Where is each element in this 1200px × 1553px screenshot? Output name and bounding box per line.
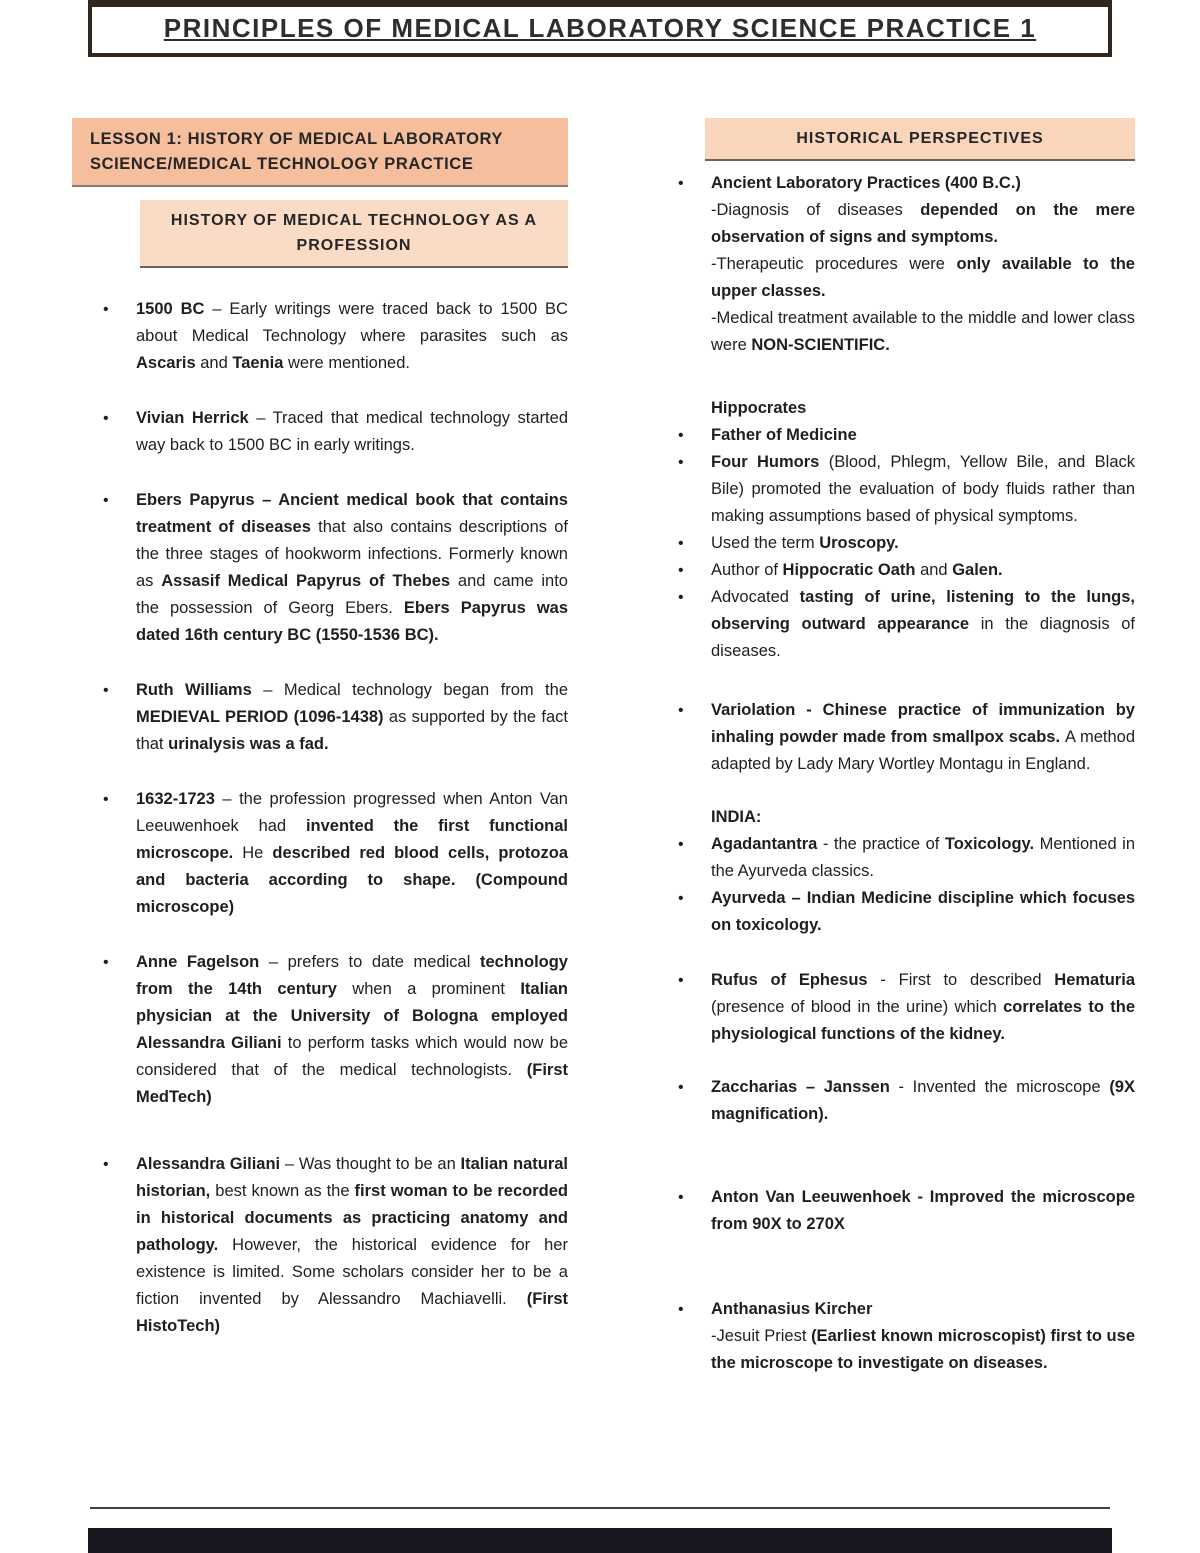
- list-item: [665, 170, 1135, 197]
- list-item-text: 1632-1723 – the profession progressed when Anton Van Leeuwenhoek had invented the first functional microscope. He described red blood cells, protozoa and bacteria according to shape. (Compound microscope): [136, 790, 568, 916]
- list-item-text: Zaccharias – Janssen - Invented the microscope (9X magnification).: [711, 1078, 1135, 1123]
- list-item-text: Father of Medicine: [711, 426, 857, 444]
- list-item: [665, 967, 1135, 1048]
- list-item-text: Ancient Laboratory Practices (400 B.C.): [711, 174, 1021, 192]
- list-item-text: -Jesuit Priest (Earliest known microscopist) first to use the microscope to investigate on diseases.: [711, 1327, 1135, 1372]
- next-page-header-bar: [88, 1528, 1112, 1553]
- list-item-text: Used the term Uroscopy.: [711, 534, 899, 552]
- list-item-text: Ayurveda – Indian Medicine discipline which focuses on toxicology.: [711, 889, 1135, 934]
- list-item-text: 1500 BC – Early writings were traced back to 1500 BC about Medical Technology where parasites such as Ascaris and Taenia were mentioned.: [136, 300, 568, 372]
- lesson-header-line1: LESSON 1: HISTORY OF MEDICAL LABORATORY: [90, 130, 504, 148]
- list-item-text: Vivian Herrick – Traced that medical technology started way back to 1500 BC in early writings.: [136, 409, 568, 454]
- list-item: [90, 487, 568, 649]
- list-item: [665, 584, 1135, 665]
- list-item-text: Advocated tasting of urine, listening to the lungs, observing outward appearance in the diagnosis of diseases.: [711, 588, 1135, 660]
- list-item: [665, 251, 1135, 305]
- list-item: [90, 405, 568, 459]
- list-item-text: Ruth Williams – Medical technology began from the MEDIEVAL PERIOD (1096-1438) as supported by the fact that urinalysis was a fad.: [136, 681, 568, 753]
- list-item: [665, 831, 1135, 885]
- list-item-text: Agadantantra - the practice of Toxicology. Mentioned in the Ayurveda classics.: [711, 835, 1135, 880]
- list-item: [665, 557, 1135, 584]
- page-title: PRINCIPLES OF MEDICAL LABORATORY SCIENCE PRACTICE 1: [163, 13, 1037, 43]
- right-column-list: [665, 170, 1135, 1377]
- list-item: [665, 1323, 1135, 1377]
- left-column: [90, 118, 568, 1340]
- list-item-text: -Medical treatment available to the middle and lower class were NON-SCIENTIFIC.: [711, 309, 1135, 354]
- list-item-text: Four Humors (Blood, Phlegm, Yellow Bile, and Black Bile) promoted the evaluation of body fluids rather than making assumptions based of physical symptoms.: [711, 453, 1136, 525]
- lesson-header-line2: SCIENCE/MEDICAL TECHNOLOGY PRACTICE: [90, 155, 474, 173]
- list-item: [665, 697, 1135, 778]
- list-item: [665, 197, 1135, 251]
- list-item: [90, 1151, 568, 1340]
- list-item: [665, 1296, 1135, 1323]
- list-item: [665, 804, 1135, 831]
- list-item: [665, 449, 1135, 530]
- list-item-text: Anthanasius Kircher: [711, 1300, 873, 1318]
- section-header-historical-perspectives: HISTORICAL PERSPECTIVES: [705, 118, 1135, 161]
- list-item-text: Variolation - Chinese practice of immunization by inhaling powder made from smallpox scabs. A method adapted by Lady Mary Wortley Montagu in England.: [711, 701, 1135, 773]
- list-item: [90, 677, 568, 758]
- footer-divider: [90, 1507, 1110, 1509]
- list-item: [665, 1184, 1135, 1238]
- list-item: [665, 1074, 1135, 1128]
- list-item-text: -Therapeutic procedures were only available to the upper classes.: [711, 255, 1135, 300]
- list-item: [665, 305, 1135, 359]
- list-item: [665, 530, 1135, 557]
- list-item: [665, 885, 1135, 939]
- list-item-text: Author of Hippocratic Oath and Galen.: [711, 561, 1003, 579]
- list-item: [665, 422, 1135, 449]
- list-item: [90, 786, 568, 921]
- list-item-text: Ebers Papyrus – Ancient medical book that contains treatment of diseases that also contains descriptions of the three stages of hookworm infections. Formerly known as Assasif Medical Papyrus of Thebes and came into the possession of Georg Ebers. Ebers Papyrus was dated 16th century BC (1550-1536 BC).: [136, 491, 568, 644]
- right-column: [665, 118, 1135, 1377]
- list-item-text: Hippocrates: [711, 399, 807, 417]
- list-item-text: Rufus of Ephesus - First to described Hematuria (presence of blood in the urine) which correlates to the physiological functions of the kidney.: [711, 971, 1135, 1043]
- list-item-text: INDIA:: [711, 808, 762, 826]
- list-item-text: -Diagnosis of diseases depended on the mere observation of signs and symptoms.: [711, 201, 1135, 246]
- list-item: [665, 395, 1135, 422]
- page-header: [88, 0, 1112, 57]
- lesson-header: [72, 118, 568, 187]
- list-item-text: Anne Fagelson – prefers to date medical technology from the 14th century when a prominent Italian physician at the University of Bologna employed Alessandra Giliani to perform tasks which would now be considered that of the medical technologists. (First MedTech): [136, 953, 568, 1106]
- list-item: [90, 949, 568, 1111]
- list-item: [90, 296, 568, 377]
- list-item-text: Alessandra Giliani – Was thought to be an Italian natural historian, best known as the first woman to be recorded in historical documents as practicing anatomy and pathology. However, the historical evidence for her existence is limited. Some scholars consider her to be a fiction invented by Alessandro Machiavelli. (First HistoTech): [136, 1155, 568, 1335]
- left-column-list: [90, 296, 568, 1340]
- section-header-history-of-medtech: HISTORY OF MEDICAL TECHNOLOGY AS A PROFESSION: [140, 200, 568, 268]
- list-item-text: Anton Van Leeuwenhoek - Improved the microscope from 90X to 270X: [711, 1188, 1135, 1233]
